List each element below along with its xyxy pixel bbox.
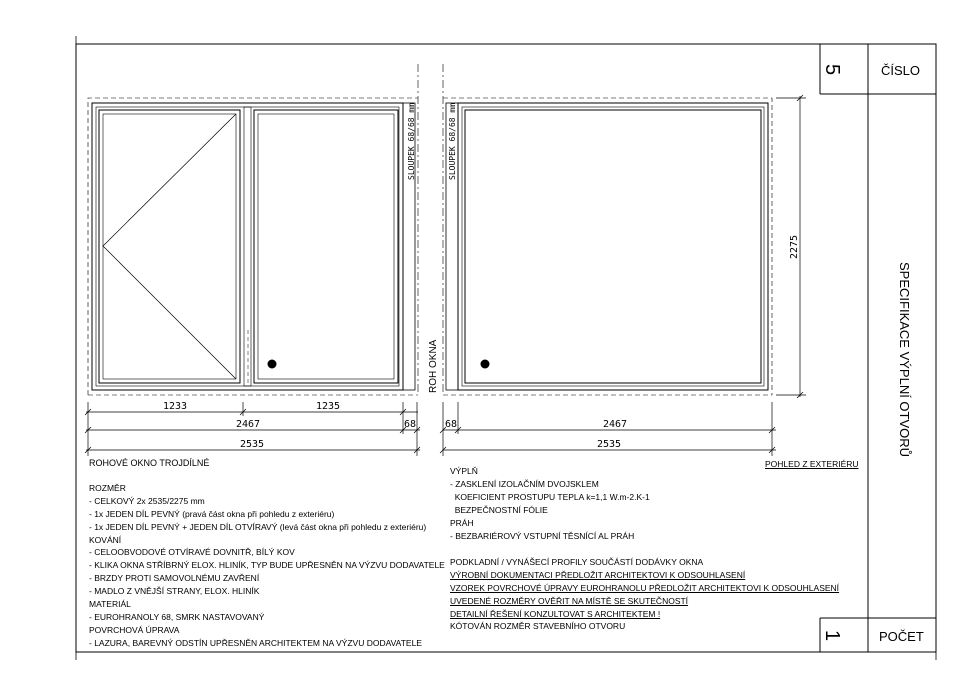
dim-height: 2275 bbox=[789, 234, 800, 260]
left-spec-line: KOVÁNÍ bbox=[89, 535, 122, 545]
left-spec-line: ROZMĚR bbox=[89, 483, 126, 493]
dim-left-sash: 1233 bbox=[162, 401, 188, 412]
note-line: DETAILNÍ ŘEŠENÍ KONZULTOVAT S ARCHITEKTEM ! bbox=[450, 609, 661, 619]
handle-dot-right bbox=[481, 360, 490, 369]
fixed-pane-right bbox=[465, 110, 761, 383]
opening-direction-symbol bbox=[103, 114, 236, 379]
sheet-title: SPECIFIKACE VÝPLNÍ OTVORŮ bbox=[897, 262, 912, 458]
handle-dot-left bbox=[268, 360, 277, 369]
left-spec-line: - MADLO Z VNĚJŠÍ STRANY, ELOX. HLINÍK bbox=[89, 586, 260, 596]
opening-sash bbox=[99, 110, 240, 383]
post-label-right: SLOUPEK 68/68 mm bbox=[448, 102, 457, 180]
left-spec-line: - 1x JEDEN DÍL PEVNÝ + JEDEN DÍL OTVÍRAVÝ (levá část okna při pohledu z exteriéru) bbox=[89, 522, 427, 532]
left-spec-line: - BRZDY PROTI SAMOVOLNÉMU ZAVŘENÍ bbox=[89, 573, 260, 583]
count-label: POČET bbox=[879, 629, 924, 644]
right-spec-line: VÝPLŇ bbox=[450, 466, 478, 476]
right-spec-line: KOEFICIENT PROSTUPU TEPLA k=1,1 W.m-2.K-1 bbox=[450, 492, 650, 502]
dim-left-post: 68 bbox=[403, 419, 417, 430]
corner-label: ROH OKNA bbox=[428, 339, 439, 393]
dim-right-inner: 2467 bbox=[602, 419, 628, 430]
dim-left-total: 2535 bbox=[239, 439, 265, 450]
right-spec-line: - BEZBARIÉROVÝ VSTUPNÍ TĚSNÍCÍ AL PRÁH bbox=[450, 531, 635, 541]
left-spec-line: - CELKOVÝ 2x 2535/2275 mm bbox=[89, 496, 205, 506]
left-spec-line: MATERIÁL bbox=[89, 599, 131, 609]
left-spec-line: - LAZURA, BAREVNÝ ODSTÍN UPŘESNĚN ARCHITEKTEM NA VÝZVU DODAVATELE bbox=[89, 638, 422, 648]
dim-left-inner: 2467 bbox=[235, 419, 261, 430]
left-spec-line: - CELOOBVODOVÉ OTVÍRAVÉ DOVNITŘ, BÍLÝ KOV bbox=[89, 547, 295, 557]
right-window-elevation bbox=[443, 64, 772, 395]
right-spec-line: BEZPEČNOSTNÍ FÓLIE bbox=[450, 505, 548, 515]
view-label: POHLED Z EXTERIÉRU bbox=[765, 459, 859, 469]
dim-right-total: 2535 bbox=[596, 439, 622, 450]
left-spec-line: - EUROHRANOLY 68, SMRK NASTAVOVANÝ bbox=[89, 612, 265, 622]
sheet-number-label: ČÍSLO bbox=[881, 63, 921, 78]
dim-right-post: 68 bbox=[444, 419, 458, 430]
sheet-number-value: 5 bbox=[821, 63, 844, 76]
note-line: VZOREK POVRCHOVÉ ÚPRAVY EUROHRANOLU PŘEDLOŽIT ARCHITEKTOVI K ODSOUHLASENÍ bbox=[450, 583, 840, 593]
note-line: UVEDENÉ ROZMĚRY OVĚŘIT NA MÍSTĚ SE SKUTEČNOSTÍ bbox=[450, 596, 689, 606]
left-spec-line: - 1x JEDEN DÍL PEVNÝ (pravá část okna při pohledu z exteriéru) bbox=[89, 509, 335, 519]
right-spec-line: PRÁH bbox=[450, 518, 474, 528]
right-spec-line: - ZASKLENÍ IZOLAČNÍM DVOJSKLEM bbox=[450, 479, 599, 489]
dim-left-fixed: 1235 bbox=[315, 401, 341, 412]
dimension-lines-right bbox=[440, 95, 806, 456]
count-value: 1 bbox=[821, 629, 844, 642]
left-spec-line: POVRCHOVÁ ÚPRAVA bbox=[89, 625, 180, 635]
left-spec-line: - KLIKA OKNA STŘÍBRNÝ ELOX. HLINÍK, TYP BUDE UPŘESNĚN NA VÝZVU DODAVATELE bbox=[89, 560, 445, 570]
fixed-pane-left bbox=[254, 110, 398, 383]
note-line: VÝROBNÍ DOKUMENTACI PŘEDLOŽIT ARCHITEKTOVI K ODSOUHLASENÍ bbox=[450, 570, 746, 580]
note-line: PODKLADNÍ / VYNÁŠECÍ PROFILY SOUČÁSTÍ DODÁVKY OKNA bbox=[450, 557, 704, 567]
post-label-left: SLOUPEK 68/68 mm bbox=[407, 102, 416, 180]
left-window-elevation bbox=[88, 64, 418, 395]
window-heading: ROHOVÉ OKNO TROJDÍLNÉ bbox=[89, 458, 210, 468]
note-line: KÓTOVÁN ROZMĚR STAVEBNÍHO OTVORU bbox=[450, 621, 626, 631]
